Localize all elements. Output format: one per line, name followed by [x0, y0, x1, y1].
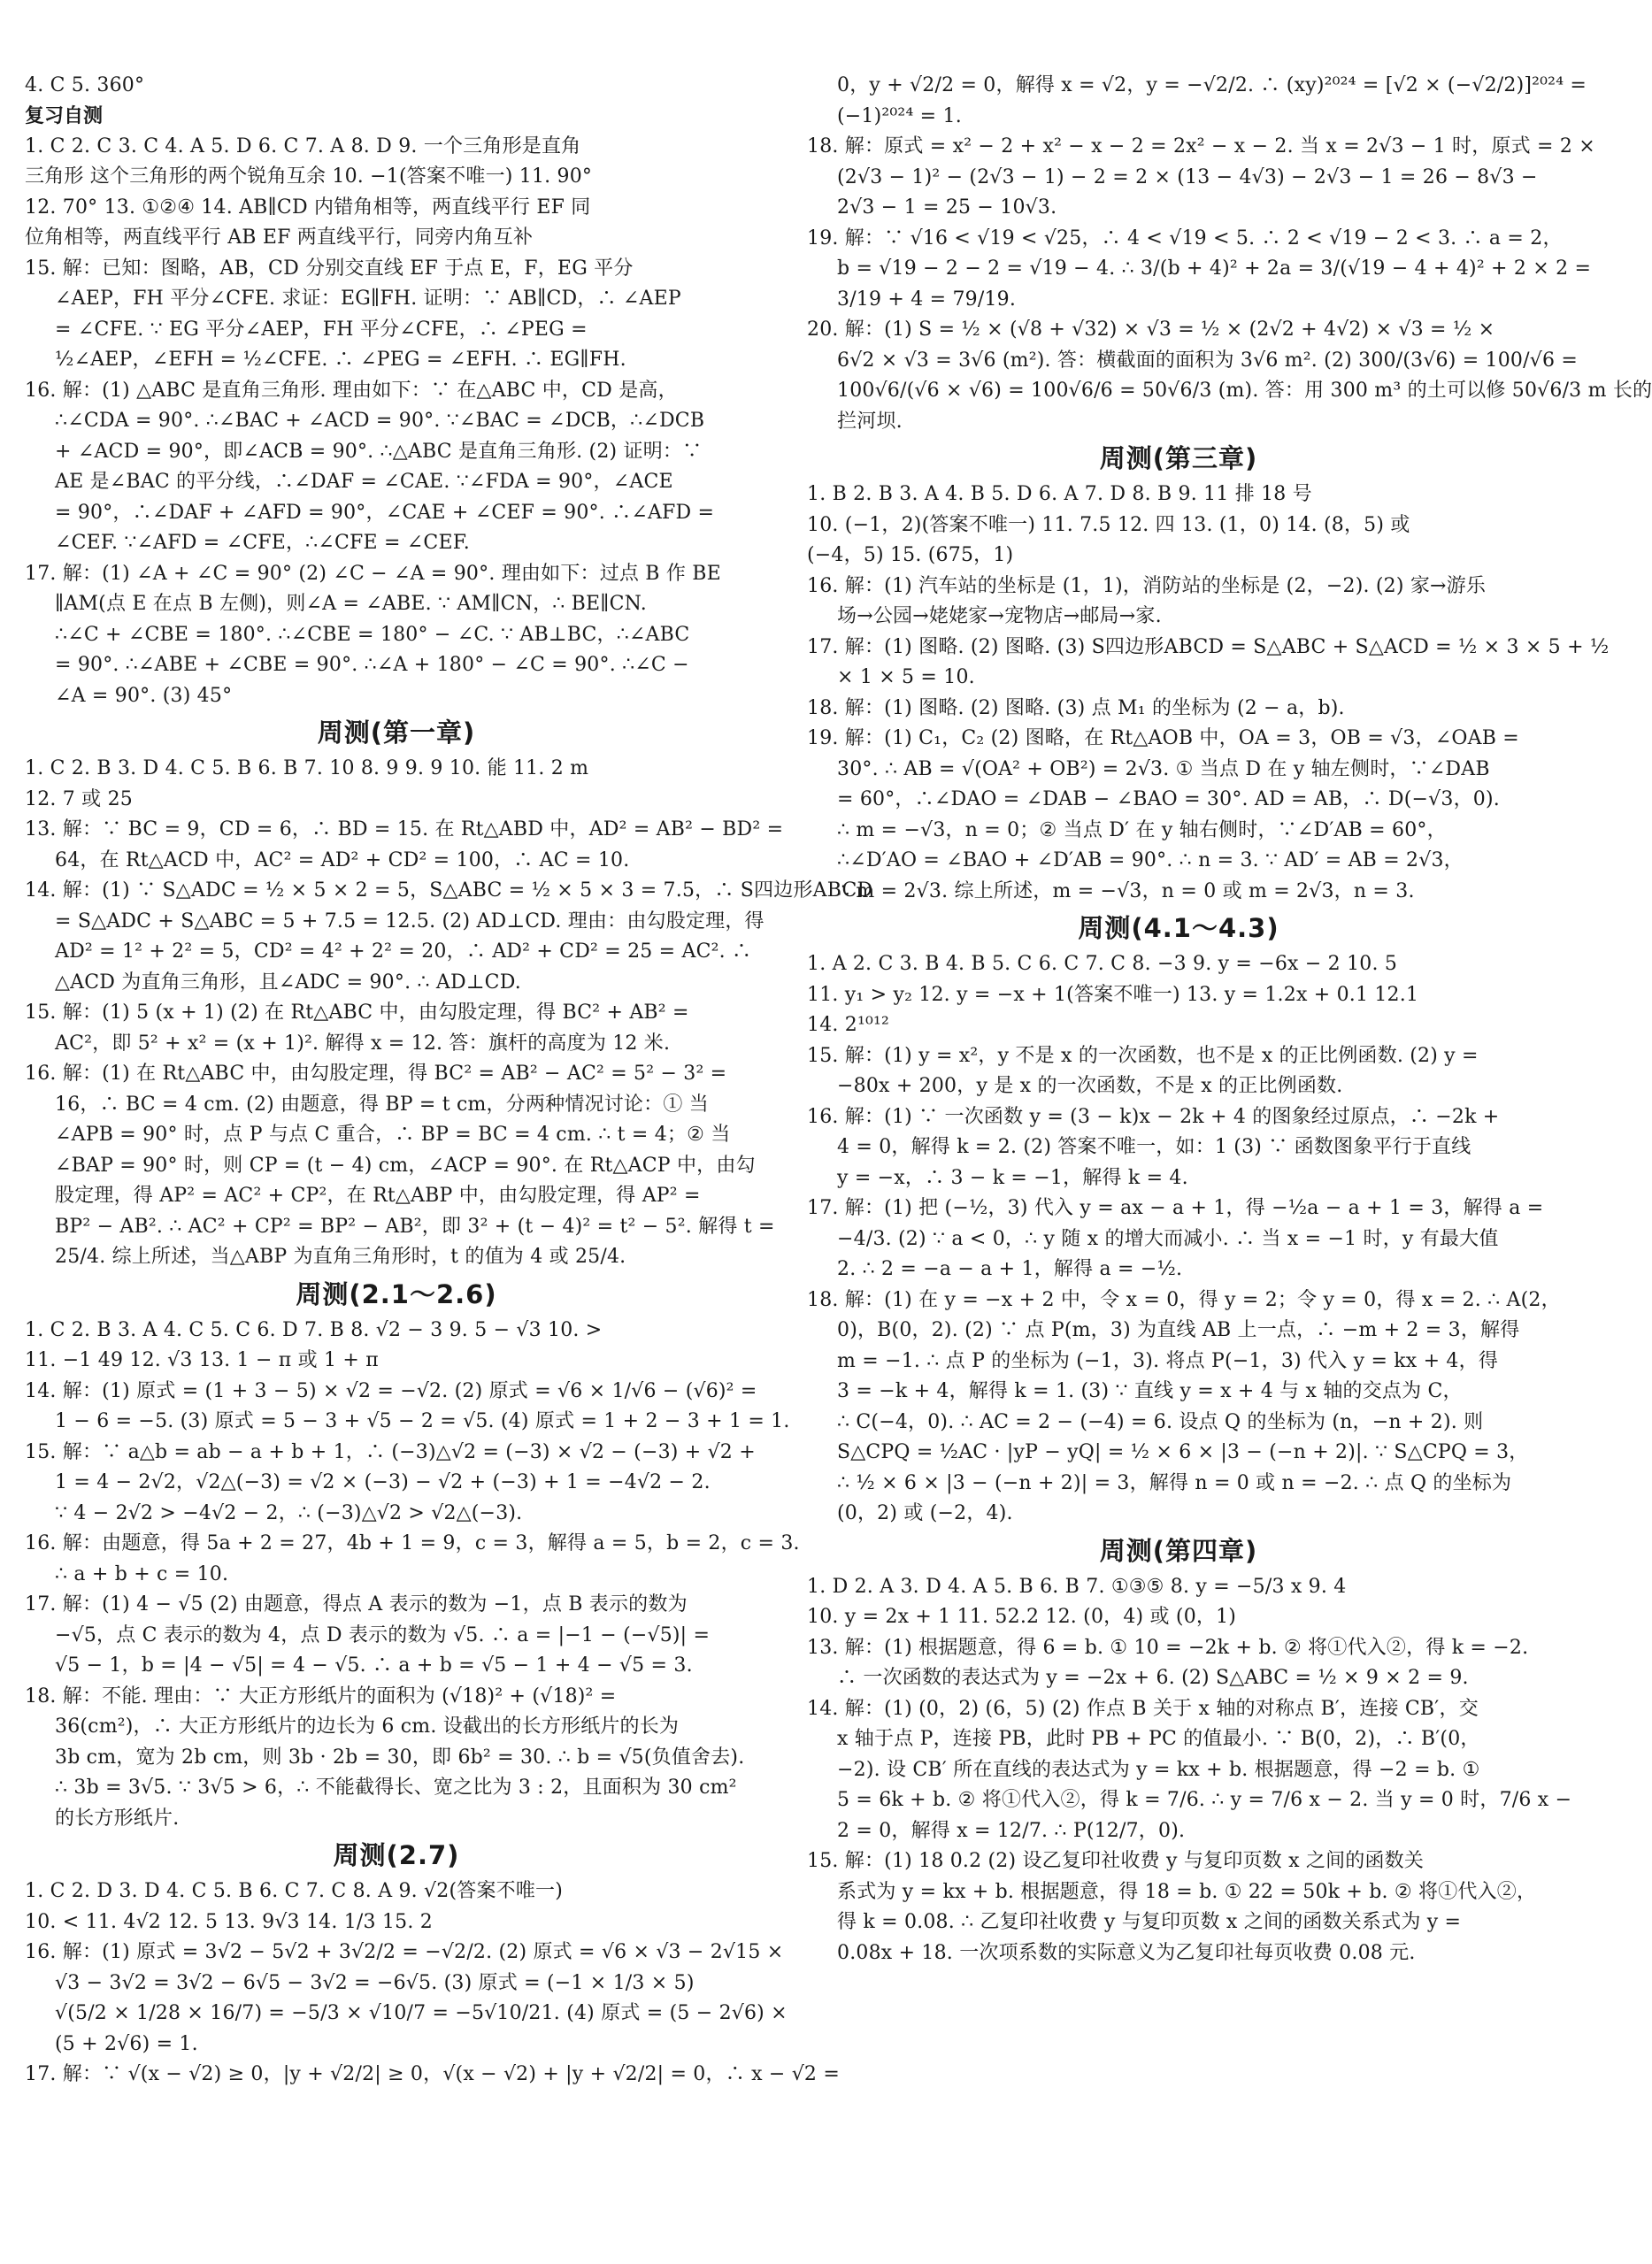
answer-line: 0，y + √2/2 = 0，解得 x = √2，y = −√2/2. ∴ (xy)²⁰²⁴ = [√2 × (−√2/2)]²⁰²⁴ = — [837, 74, 1587, 96]
section-title: 周测(第三章) — [1099, 443, 1258, 473]
answer-line: −2). 设 CB′ 所在直线的表达式为 y = kx + b. 根据题意，得 −2 = b. ① — [837, 1758, 1480, 1781]
answer-line: 16. 解：(1) 汽车站的坐标是 (1，1)，消防站的坐标是 (2，−2). (2) 家→游乐 — [807, 574, 1487, 597]
answer-line: 10. (−1，2)(答案不唯一) 11. 7.5 12. 四 13. (1，0) 14. (8，5) 或 — [807, 513, 1410, 536]
answer-line: 场→公园→姥姥家→宠物店→邮局→家. — [837, 605, 1162, 627]
answer-line: BP² − AB². ∴ AC² + CP² = BP² − AB²，即 3² + (t − 4)² = t² − 5². 解得 t = — [55, 1215, 775, 1238]
answer-line: 位角相等，两直线平行 AB EF 两直线平行，同旁内角互补 — [25, 226, 534, 249]
answer-line: (2√3 − 1)² − (2√3 − 1) − 2 = 2 × (13 − 4√3) − 2√3 − 1 = 26 − 8√3 − — [837, 165, 1538, 188]
answer-line: 股定理，得 AP² = AC² + CP²，在 Rt△ABP 中，由勾股定理，得 AP² = — [55, 1185, 701, 1207]
answer-line: 拦河坝. — [837, 410, 903, 433]
answer-line: 16. 解：(1) ∵ 一次函数 y = (3 − k)x − 2k + 4 的图象经过原点，∴ −2k + — [807, 1105, 1500, 1128]
answer-line: y = −x，∴ 3 − k = −1，解得 k = 4. — [837, 1166, 1188, 1189]
answer-line: 1. C 2. C 3. C 4. A 5. D 6. C 7. A 8. D 9. 一个三角形是直角 — [25, 134, 581, 157]
answer-line: 1. C 2. B 3. A 4. C 5. C 6. D 7. B 8. √2 − 3 9. 5 − √3 10. > — [25, 1318, 603, 1341]
answer-line: 10. < 11. 4√2 12. 5 13. 9√3 14. 1/3 15. 2 — [25, 1910, 433, 1933]
answer-line: (−4，5) 15. (675，1) — [807, 544, 1014, 566]
answer-line: ∴ C(−4，0). ∴ AC = 2 − (−4) = 6. 设点 Q 的坐标为 (n，−n + 2). 则 — [837, 1410, 1484, 1433]
answer-line: ∠APB = 90° 时，点 P 与点 C 重合，∴ BP = BC = 4 cm. ∴ t = 4；② 当 — [55, 1124, 731, 1146]
answer-line: 2 = 0，解得 x = 12/7. ∴ P(12/7，0). — [837, 1819, 1186, 1842]
answer-line: ∠AEP，FH 平分∠CFE. 求证：EG∥FH. 证明：∵ AB∥CD，∴ ∠AEP — [55, 288, 681, 310]
answer-line: 4 = 0，解得 k = 2. (2) 答案不唯一，如：1 (3) ∵ 函数图象平行于直线 — [837, 1136, 1471, 1158]
answer-line: ∴ a + b + c = 10. — [55, 1562, 229, 1585]
answer-line: 13. 解：∵ BC = 9，CD = 6，∴ BD = 15. 在 Rt△ABD 中，AD² = AB² − BD² = — [25, 818, 784, 840]
answer-line: 0.08x + 18. 一次项系数的实际意义为乙复印社每页收费 0.08 元. — [837, 1941, 1416, 1964]
answer-line: 2√3 − 1 = 25 − 10√3. — [837, 196, 1057, 219]
answer-line: ∴ ½ × 6 × |3 − (−n + 2)| = 3，解得 n = 0 或 n = −2. ∴ 点 Q 的坐标为 — [837, 1471, 1512, 1494]
answer-line: 1. C 2. D 3. D 4. C 5. B 6. C 7. C 8. A 9. √2(答案不唯一) — [25, 1880, 564, 1902]
answer-line: ½∠AEP，∠EFH = ½∠CFE. ∴ ∠PEG = ∠EFH. ∴ EG∥FH. — [55, 349, 626, 371]
answer-line: AC²，即 5² + x² = (x + 1)². 解得 x = 12. 答：旗杆的高度为 12 米. — [55, 1032, 671, 1055]
answer-line: √5 − 1，b = |4 − √5| = 4 − √5. ∴ a + b = √5 − 1 + 4 − √5 = 3. — [55, 1654, 693, 1677]
answer-line: ∴ m = −√3，n = 0；② 当点 D′ 在 y 轴右侧时，∵∠D′AB = 60°， — [837, 818, 1447, 841]
answer-line: 19. 解：(1) C₁，C₂ (2) 图略，在 Rt△AOB 中，OA = 3，OB = √3，∠OAB = — [807, 727, 1519, 749]
section-title: 周测(2.1～2.6) — [296, 1278, 497, 1309]
answer-line: 1 = 4 − 2√2，√2△(−3) = √2 × (−3) − √2 + (−3) + 1 = −4√2 − 2. — [55, 1471, 711, 1493]
answer-line: ∴ m = 2√3. 综上所述，m = −√3，n = 0 或 m = 2√3，n = 3. — [837, 879, 1415, 902]
answer-line: × 1 × 5 = 10. — [837, 666, 975, 688]
answer-line: 17. 解：(1) ∠A + ∠C = 90° (2) ∠C − ∠A = 90°. 理由如下：过点 B 作 BE — [25, 562, 721, 585]
answer-line: 16. 解：(1) 在 Rt△ABC 中，由勾股定理，得 BC² = AB² − AC² = 5² − 3² = — [25, 1063, 727, 1085]
answer-line: (0，2) 或 (−2，4). — [837, 1502, 1013, 1524]
answer-line: 20. 解：(1) S = ½ × (√8 + √32) × √3 = ½ × (2√2 + 4√2) × √3 = ½ × — [807, 318, 1495, 341]
answer-line: 12. 70° 13. ①②④ 14. AB∥CD 内错角相等，两直线平行 EF 同 — [25, 196, 591, 219]
section-title: 周测(第四章) — [1099, 1535, 1258, 1566]
section-subtitle: 复习自测 — [25, 104, 104, 127]
answer-line: 得 k = 0.08. ∴ 乙复印社收费 y 与复印页数 x 之间的函数关系式为 y = — [837, 1911, 1462, 1933]
answer-line: 1. B 2. B 3. A 4. B 5. D 6. A 7. D 8. B 9. 11 排 18 号 — [807, 483, 1312, 505]
answer-line: ∴ 一次函数的表达式为 y = −2x + 6. (2) S△ABC = ½ × 9 × 2 = 9. — [837, 1667, 1469, 1689]
answer-line: 18. 解：(1) 图略. (2) 图略. (3) 点 M₁ 的坐标为 (2 − a，b). — [807, 696, 1345, 719]
answer-line: 3b cm，宽为 2b cm，则 3b · 2b = 30，即 6b² = 30. ∴ b = √5(负值舍去). — [55, 1746, 745, 1769]
answer-line: △ACD 为直角三角形，且∠ADC = 90°. ∴ AD⊥CD. — [55, 971, 521, 994]
right-column — [807, 71, 1652, 1969]
answer-line: 16，∴ BC = 4 cm. (2) 由题意，得 BP = t cm，分两种情况讨论：① 当 — [55, 1093, 709, 1116]
answer-line: 18. 解：原式 = x² − 2 + x² − x − 2 = 2x² − x − 2. 当 x = 2√3 − 1 时，原式 = 2 × — [807, 135, 1595, 157]
answer-line: 4. C 5. 360° — [25, 74, 145, 96]
answer-line: 1. D 2. A 3. D 4. A 5. B 6. B 7. ①③⑤ 8. y = −5/3 x 9. 4 — [807, 1575, 1347, 1598]
answer-line: 13. 解：(1) 根据题意，得 6 = b. ① 10 = −2k + b. ② 将①代入②，得 k = −2. — [807, 1636, 1529, 1659]
answer-line: 16. 解：(1) △ABC 是直角三角形. 理由如下：∵ 在△ABC 中，CD 是高， — [25, 379, 678, 402]
answer-line: √3 − 3√2 = 3√2 − 6√5 − 3√2 = −6√5. (3) 原式 = (−1 × 1/3 × 5) — [55, 1971, 695, 1994]
answer-line: ∴∠CDA = 90°. ∴∠BAC + ∠ACD = 90°. ∵∠BAC = ∠DCB，∴∠DCB — [55, 410, 705, 432]
answer-line: 18. 解：不能. 理由：∵ 大正方形纸片的面积为 (√18)² + (√18)² = — [25, 1685, 617, 1708]
answer-line: 1. C 2. B 3. D 4. C 5. B 6. B 7. 10 8. 9 9. 9 10. 能 11. 2 m — [25, 757, 589, 779]
answer-line: 的长方形纸片. — [55, 1807, 180, 1830]
answer-line: 5 = 6k + b. ② 将①代入②，得 k = 7/6. ∴ y = 7/6 x − 2. 当 y = 0 时，7/6 x − — [837, 1789, 1572, 1811]
answer-line: 15. 解：(1) 18 0.2 (2) 设乙复印社收费 y 与复印页数 x 之间的函数关 — [807, 1850, 1425, 1872]
answer-line: ∠CEF. ∵∠AFD = ∠CFE，∴∠CFE = ∠CEF. — [55, 532, 470, 554]
answer-line: 19. 解：∵ √16 < √19 < √25，∴ 4 < √19 < 5. ∴ 2 < √19 − 2 < 3. ∴ a = 2， — [807, 226, 1563, 249]
answer-line: AE 是∠BAC 的平分线，∴∠DAF = ∠CAE. ∵∠FDA = 90°，∠ACE — [55, 471, 673, 493]
answer-line: ∵ 4 − 2√2 > −4√2 − 2，∴ (−3)△√2 > √2△(−3). — [55, 1501, 523, 1524]
answer-line: 14. 解：(1) (0，2) (6，5) (2) 作点 B 关于 x 轴的对称点 B′，连接 CB′，交 — [807, 1697, 1479, 1720]
answer-line: (5 + 2√6) = 1. — [55, 2032, 198, 2055]
answer-line: 3 = −k + 4，解得 k = 1. (3) ∵ 直线 y = x + 4 与 x 轴的交点为 C， — [837, 1380, 1463, 1402]
answer-line: 11. −1 49 12. √3 13. 1 − π 或 1 + π — [25, 1349, 379, 1371]
answer-line: + ∠ACD = 90°，即∠ACB = 90°. ∴△ABC 是直角三角形. (2) 证明：∵ — [55, 440, 703, 463]
section-title: 周测(第一章) — [317, 718, 476, 748]
answer-line: 25/4. 综上所述，当△ABP 为直角三角形时，t 的值为 4 或 25/4. — [55, 1246, 626, 1268]
answer-line: = 90°，∴∠DAF + ∠AFD = 90°，∠CAE + ∠CEF = 90°. ∴∠AFD = — [55, 501, 715, 524]
section-title: 周测(2.7) — [333, 1840, 460, 1870]
answer-line: 15. 解：已知：图略，AB，CD 分别交直线 EF 于点 E，F，EG 平分 — [25, 257, 634, 280]
answer-line: ∠BAP = 90° 时，则 CP = (t − 4) cm，∠ACP = 90°. 在 Rt△ACP 中，由勾 — [55, 1154, 756, 1177]
answer-line: 14. 解：(1) ∵ S△ADC = ½ × 5 × 2 = 5，S△ABC = ½ × 5 × 3 = 7.5，∴ S四边形ABCD — [25, 879, 873, 902]
answer-line: 15. 解：(1) y = x²，y 不是 x 的一次函数，也不是 x 的正比例函数. (2) y = — [807, 1044, 1479, 1067]
answer-line: 17. 解：(1) 图略. (2) 图略. (3) S四边形ABCD = S△ABC + S△ACD = ½ × 3 × 5 + ½ — [807, 635, 1610, 658]
answer-line: 17. 解：(1) 4 − √5 (2) 由题意，得点 A 表示的数为 −1，点 B 表示的数为 — [25, 1593, 688, 1615]
answer-line: (−1)²⁰²⁴ = 1. — [837, 104, 962, 127]
answer-line: 系式为 y = kx + b. 根据题意，得 18 = b. ① 22 = 50k + b. ② 将①代入②， — [837, 1880, 1537, 1903]
answer-line: ∴∠C + ∠CBE = 180°. ∴∠CBE = 180° − ∠C. ∵ AB⊥BC，∴∠ABC — [55, 623, 690, 646]
answer-line: = S△ADC + S△ABC = 5 + 7.5 = 12.5. (2) AD⊥CD. 理由：由勾股定理，得 — [55, 909, 765, 932]
answer-line: 14. 2¹⁰¹² — [807, 1014, 890, 1036]
answer-line: = 90°. ∴∠ABE + ∠CBE = 90°. ∴∠A + 180° − ∠C = 90°. ∴∠C − — [55, 654, 689, 676]
answer-line: 100√6/(√6 × √6) = 100√6/6 = 50√6/3 (m). 答：用 300 m³ 的土可以修 50√6/3 m 长的 — [837, 380, 1652, 402]
answer-line: S△CPQ = ½AC · |yP − yQ| = ½ × 6 × |3 − (−n + 2)|. ∵ S△CPQ = 3， — [837, 1441, 1529, 1463]
answer-line: 14. 解：(1) 原式 = (1 + 3 − 5) × √2 = −√2. (2) 原式 = √6 × 1/√6 − (√6)² = — [25, 1379, 757, 1402]
answer-line: 18. 解：(1) 在 y = −x + 2 中，令 x = 0，得 y = 2；令 y = 0，得 x = 2. ∴ A(2， — [807, 1288, 1561, 1311]
answer-line: AD² = 1² + 2² = 5，CD² = 4² + 2² = 20，∴ AD² + CD² = 25 = AC². ∴ — [55, 940, 752, 963]
answer-line: 17. 解：∵ √(x − √2) ≥ 0，|y + √2/2| ≥ 0，√(x − √2) + |y + √2/2| = 0，∴ x − √2 = — [25, 2063, 840, 2085]
answer-line: = 60°，∴∠DAO = ∠DAB − ∠BAO = 30°. AD = AB，∴ D(−√3，0). — [837, 788, 1500, 810]
answer-line: 0)，B(0，2). (2) ∵ 点 P(m，3) 为直线 AB 上一点，∴ −m + 2 = 3，解得 — [837, 1319, 1520, 1341]
answer-line: 三角形 这个三角形的两个锐角互余 10. −1(答案不唯一) 11. 90° — [25, 165, 593, 188]
answer-line: m = −1. ∴ 点 P 的坐标为 (−1，3). 将点 P(−1，3) 代入 y = kx + 4，得 — [837, 1349, 1499, 1372]
answer-line: 36(cm²)，∴ 大正方形纸片的边长为 6 cm. 设截出的长方形纸片的长为 — [55, 1715, 680, 1738]
answer-line: 64，在 Rt△ACD 中，AC² = AD² + CD² = 100，∴ AC = 10. — [55, 848, 630, 871]
answer-line: −4/3. (2) ∵ a < 0，∴ y 随 x 的增大而减小. ∴ 当 x = −1 时，y 有最大值 — [837, 1227, 1499, 1250]
answer-line: 11. y₁ > y₂ 12. y = −x + 1(答案不唯一) 13. y = 1.2x + 0.1 12.1 — [807, 983, 1419, 1006]
answer-line: 1 − 6 = −5. (3) 原式 = 5 − 3 + √5 − 2 = √5. (4) 原式 = 1 + 2 − 3 + 1 = 1. — [55, 1410, 790, 1432]
answer-line: 30°. ∴ AB = √(OA² + OB²) = 2√3. ① 当点 D 在 y 轴左侧时，∵∠DAB — [837, 757, 1490, 780]
answer-line: 12. 7 或 25 — [25, 787, 133, 810]
answer-line: −80x + 200，y 是 x 的一次函数，不是 x 的正比例函数. — [837, 1075, 1343, 1097]
section-title: 周测(4.1～4.3) — [1078, 913, 1279, 943]
answer-line: ∴ 3b = 3√5. ∵ 3√5 > 6，∴ 不能截得长、宽之比为 3 : 2，且面积为 30 cm² — [55, 1777, 737, 1799]
answer-line: ∠A = 90°. (3) 45° — [55, 684, 233, 707]
answer-line: 15. 解：(1) 5 (x + 1) (2) 在 Rt△ABC 中，由勾股定理，得 BC² + AB² = — [25, 1002, 689, 1024]
answer-line: 3/19 + 4 = 79/19. — [837, 288, 1017, 311]
answer-line: 16. 解：(1) 原式 = 3√2 − 5√2 + 3√2/2 = −√2/2. (2) 原式 = √6 × √3 − 2√15 × — [25, 1941, 784, 1963]
answer-line: −√5，点 C 表示的数为 4，点 D 表示的数为 √5. ∴ a = |−1 − (−√5)| = — [55, 1623, 711, 1646]
answer-line: ∥AM(点 E 在点 B 左侧)，则∠A = ∠ABE. ∵ AM∥CN，∴ BE∥CN. — [55, 593, 647, 615]
answer-line: √(5/2 × 1/28 × 16/7) = −5/3 × √10/7 = −5√10/21. (4) 原式 = (5 − 2√6) × — [55, 2002, 788, 2024]
answer-line: ∴∠D′AO = ∠BAO + ∠D′AB = 90°. ∴ n = 3. ∵ AD′ = AB = 2√3， — [837, 849, 1464, 871]
answer-line: 17. 解：(1) 把 (−½，3) 代入 y = ax − a + 1，得 −½a − a + 1 = 3，解得 a = — [807, 1197, 1544, 1219]
answer-line: b = √19 − 2 − 2 = √19 − 4. ∴ 3/(b + 4)² + 2a = 3/(√19 − 4 + 4)² + 2 × 2 = — [837, 257, 1592, 280]
answer-line: 2. ∴ 2 = −a − a + 1，解得 a = −½. — [837, 1258, 1183, 1280]
answer-line: = ∠CFE. ∵ EG 平分∠AEP，FH 平分∠CFE，∴ ∠PEG = — [55, 318, 588, 341]
answer-line: 1. A 2. C 3. B 4. B 5. C 6. C 7. C 8. −3 9. y = −6x − 2 10. 5 — [807, 953, 1398, 975]
answer-line: 16. 解：由题意，得 5a + 2 = 27，4b + 1 = 9，c = 3，解得 a = 5，b = 2，c = 3. — [25, 1532, 800, 1554]
answer-line: 10. y = 2x + 1 11. 52.2 12. (0，4) 或 (0，1) — [807, 1606, 1237, 1628]
answer-line: x 轴于点 P，连接 PB，此时 PB + PC 的值最小. ∵ B(0，2)，∴ B′(0， — [837, 1728, 1480, 1750]
answer-line: 6√2 × √3 = 3√6 (m²). 答：横截面的面积为 3√6 m². (2) 300/(3√6) = 100/√6 = — [837, 349, 1578, 372]
answer-line: 15. 解：∵ a△b = ab − a + b + 1，∴ (−3)△√2 = (−3) × √2 − (−3) + √2 + — [25, 1440, 756, 1463]
